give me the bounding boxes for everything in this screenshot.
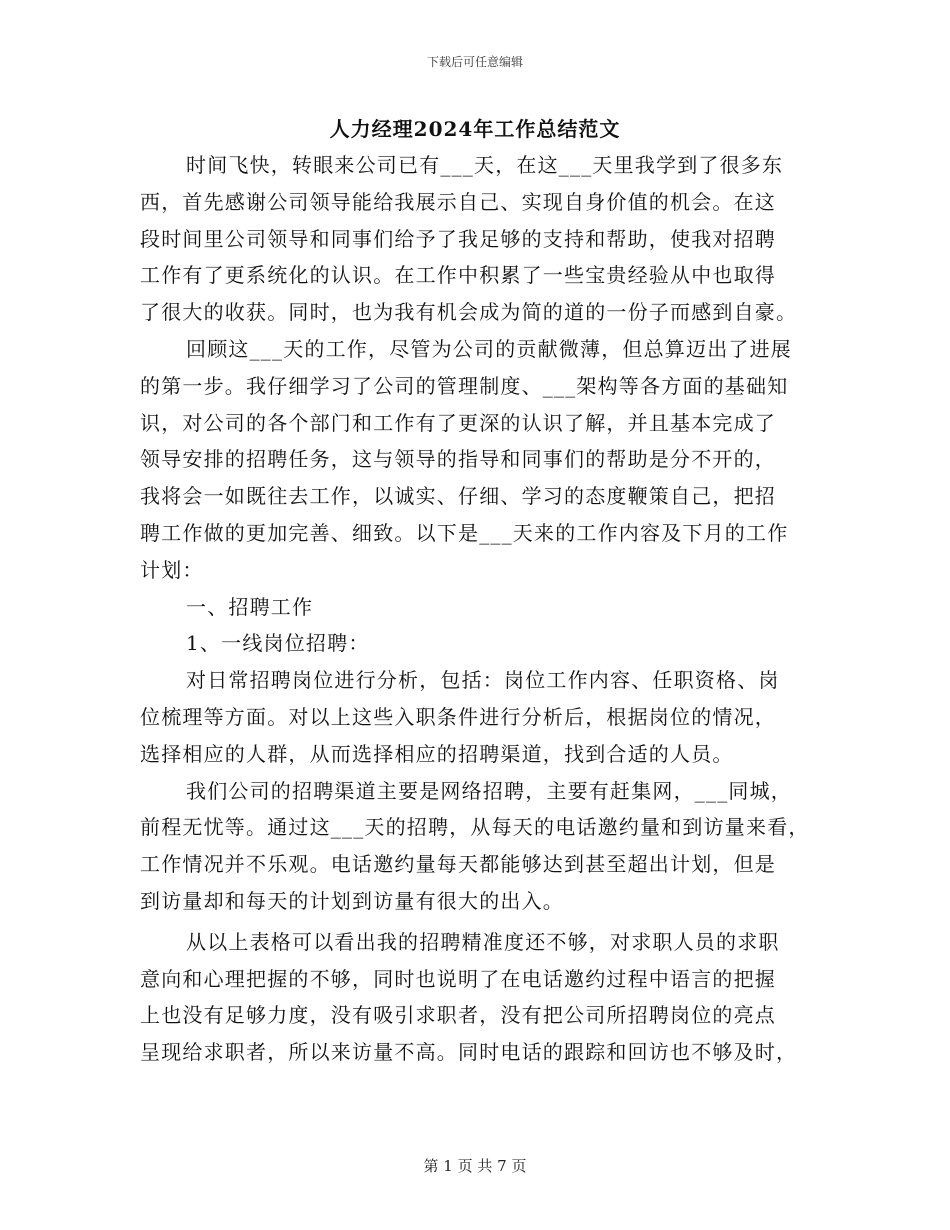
paragraph-line: 选择相应的人群，从而选择相应的招聘渠道，找到合适的人员。 (140, 741, 734, 766)
subsection-heading: 1、一线岗位招聘： (186, 631, 370, 656)
paragraph-line: 段时间里公司领导和同事们给予了我足够的支持和帮助，使我对招聘 (140, 226, 776, 251)
paragraph-line: 位梳理等方面。对以上这些入职条件进行分析后，根据岗位的情况， (140, 704, 776, 729)
paragraph-line: 意向和心理把握的不够，同时也说明了在电话邀约过程中语言的把握 (140, 966, 776, 991)
paragraph-line: 计划： (140, 557, 204, 582)
paragraph-line: 从以上表格可以看出我的招聘精准度还不够，对求职人员的求职 (186, 929, 780, 954)
paragraph-line: 识，对公司的各个部门和工作有了更深的认识了解，并且基本完成了 (140, 410, 776, 435)
document-body (140, 147, 820, 1071)
paragraph-line: 到访量却和每天的计划到访量有很大的出入。 (140, 888, 564, 913)
paragraph-line: 回顾这___天的工作，尽管为公司的贡献微薄，但总算迈出了进展 (186, 336, 792, 361)
page-number: 第 1 页 共 7 页 (423, 1157, 527, 1175)
paragraph-line: 对日常招聘岗位进行分析，包括：岗位工作内容、任职资格、岗 (186, 668, 780, 693)
paragraph-line: 聘工作做的更加完善、细致。以下是___天来的工作内容及下月的工作 (140, 520, 789, 545)
paragraph-line: 我将会一如既往去工作，以诚实、仔细、学习的态度鞭策自己，把招 (140, 484, 776, 509)
paragraph-line: 的第一步。我仔细学习了公司的管理制度、___架构等各方面的基础知 (140, 373, 789, 398)
header-note: 下载后可任意编辑 (426, 55, 523, 69)
paragraph-line: 工作情况并不乐观。电话邀约量每天都能够达到甚至超出计划，但是 (140, 852, 776, 877)
paragraph-line: 上也没有足够力度，没有吸引求职者，没有把公司所招聘岗位的亮点 (140, 1003, 776, 1028)
paragraph-line: 工作有了更系统化的认识。在工作中积累了一些宝贵经验从中也取得 (140, 263, 776, 288)
paragraph-line: 西，首先感谢公司领导能给我展示自己、实现自身价值的机会。在这 (140, 189, 776, 214)
paragraph-line: 时间飞快，转眼来公司已有___天，在这___天里我学到了很多东 (186, 153, 784, 177)
section-heading: 一、招聘工作 (186, 594, 314, 619)
paragraph-line: 领导安排的招聘任务，这与领导的指导和同事们的帮助是分不开的， (140, 447, 776, 472)
paragraph-line: 前程无忧等。通过这___天的招聘，从每天的电话邀约量和到访量来看， (140, 815, 810, 840)
paragraph-line: 呈现给求职者，所以来访量不高。同时电话的跟踪和回访也不够及时， (140, 1040, 798, 1065)
paragraph-line: 了很大的收获。同时，也为我有机会成为简的道的一份子而感到自豪。 (140, 300, 798, 325)
paragraph-line: 我们公司的招聘渠道主要是网络招聘，主要有赶集网，___同城， (186, 778, 792, 803)
document-title: 人力经理2024年工作总结范文 (329, 117, 621, 141)
